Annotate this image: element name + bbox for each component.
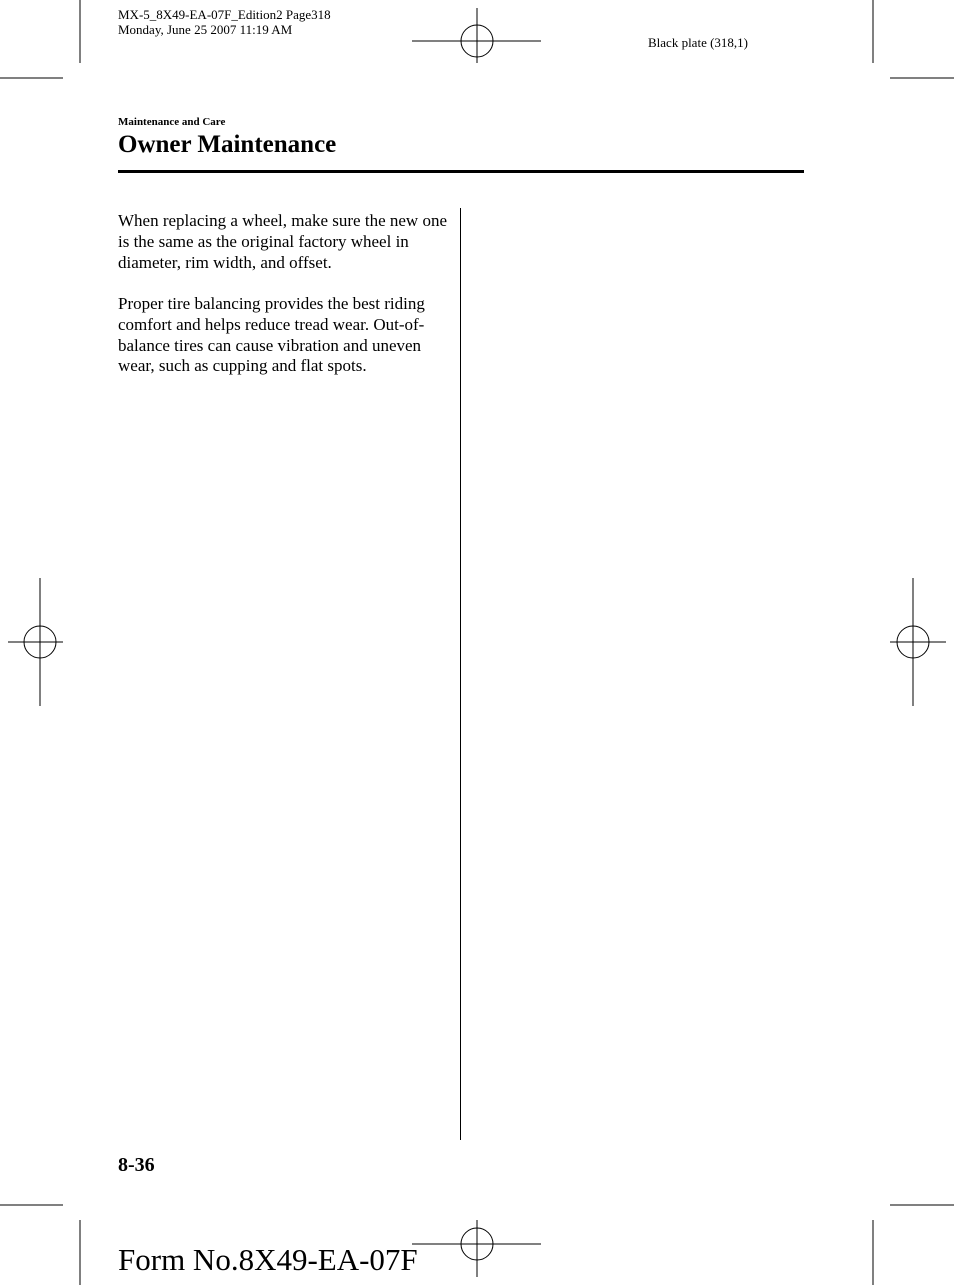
column-divider xyxy=(460,208,461,1140)
registration-target-bottom xyxy=(412,1220,541,1277)
paragraph-tire-balancing: Proper tire balancing provides the best riding comfort and helps reduce tread wear. Out-of-balance tires can cause vibration and uneven wear, such as cupping and flat spots. xyxy=(118,294,425,376)
registration-target-right xyxy=(890,578,946,706)
registration-target-left xyxy=(8,578,63,706)
page-title: Owner Maintenance xyxy=(118,131,337,158)
registration-target-top xyxy=(412,8,541,63)
form-number: Form No.8X49-EA-07F xyxy=(118,1242,418,1277)
title-rule xyxy=(118,170,804,173)
paragraph-wheel-replacement: When replacing a wheel, make sure the new one is the same as the original factory wheel in diameter, rim width, and offset. xyxy=(118,211,447,272)
section-label: Maintenance and Care xyxy=(118,116,226,128)
plate-label: Black plate (318,1) xyxy=(648,35,748,50)
page-number: 8-36 xyxy=(118,1154,155,1176)
print-date-line: Monday, June 25 2007 11:19 AM xyxy=(118,22,293,37)
print-file-line: MX-5_8X49-EA-07F_Edition2 Page318 xyxy=(118,7,331,22)
